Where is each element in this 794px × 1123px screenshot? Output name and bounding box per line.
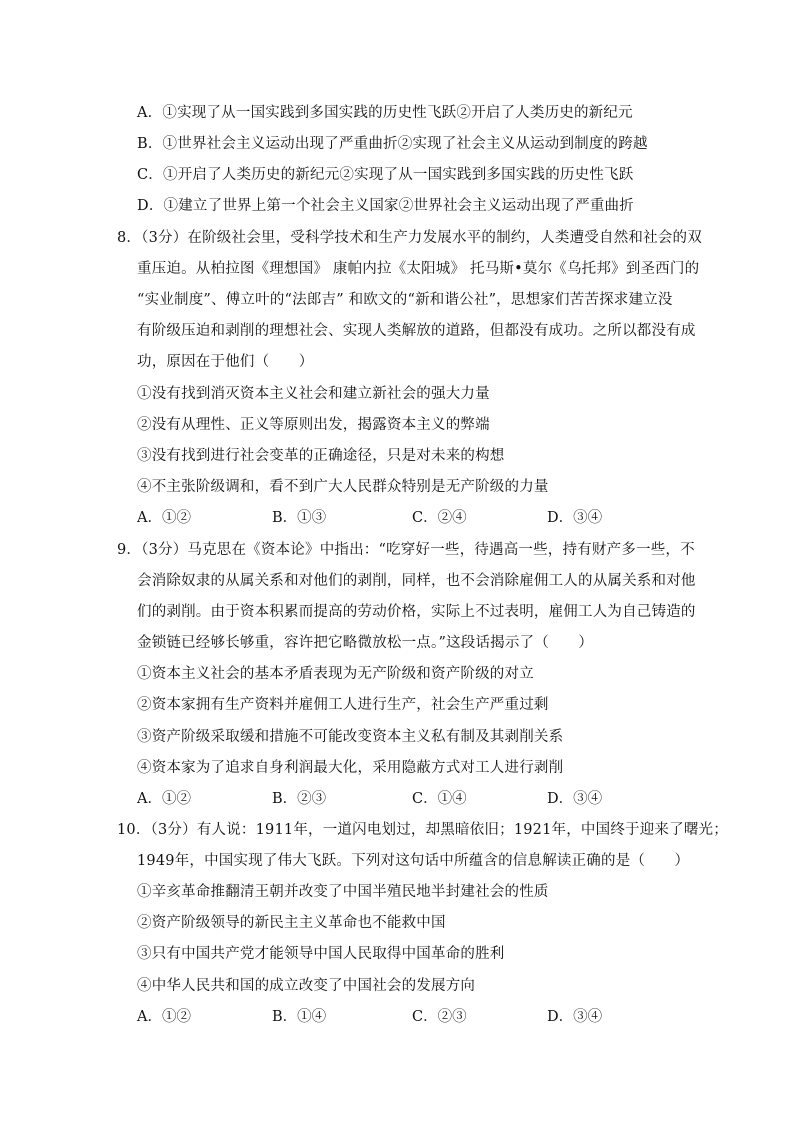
q10-stem-line-2: 1949年，中国实现了伟大飞跃。下列对这句话中所蕴含的信息解读正确的是（ ） (137, 853, 690, 869)
q7-option-b: B．①世界社会主义运动出现了严重曲折②实现了社会主义从运动到制度的跨越 (137, 136, 648, 152)
q10-choice-c: C．②③ (412, 1009, 467, 1025)
q8-choice-c: C．②④ (412, 510, 467, 526)
q10-choice-b: B．①④ (272, 1009, 327, 1025)
q7-option-a: A．①实现了从一国实践到多国实践的历史性飞跃②开启了人类历史的新纪元 (137, 105, 633, 121)
q8-stem-line-4: 有阶级压迫和剥削的理想社会、实现人类解放的道路，但都没有成功。之所以都没有成 (137, 323, 696, 339)
q8-stem-line-2: 重压迫。从柏拉图《理想国》 康帕内拉《太阳城》 托马斯•莫尔《乌托邦》到圣西门的 (137, 261, 700, 277)
q7-option-c: C．①开启了人类历史的新纪元②实现了从一国实践到多国实践的历史性飞跃 (137, 167, 634, 183)
q8-choice-b: B．①③ (272, 510, 327, 526)
q9-choice-d: D．③④ (547, 791, 603, 807)
q10-statement-3: ③只有中国共产党才能领导中国人民取得中国革命的胜利 (137, 946, 505, 962)
q10-stem-line-1: 10．（3分）有人说：1911年，一道闪电划过，却黑暗依旧；1921年，中国终于迎来了曙光； (117, 822, 728, 838)
q8-stem-line-1: 8．（3分）在阶级社会里，受科学技术和生产力发展水平的制约，人类遭受自然和社会的双 (117, 230, 702, 246)
q8-statement-1: ①没有找到消灭资本主义社会和建立新社会的强大力量 (137, 386, 490, 402)
q9-stem-line-1: 9．（3分）马克思在《资本论》中指出：“吃穿好一些，待遇高一些，持有财产多一些，不 (117, 542, 695, 558)
q10-choice-d: D．③④ (547, 1009, 603, 1025)
q9-statement-4: ④资本家为了追求自身利润最大化，采用隐蔽方式对工人进行剥削 (137, 760, 564, 776)
q10-statement-1: ①辛亥革命推翻清王朝并改变了中国半殖民地半封建社会的性质 (137, 884, 549, 900)
q8-statement-4: ④不主张阶级调和，看不到广大人民群众特别是无产阶级的力量 (137, 479, 549, 495)
q9-stem-line-4: 金锁链已经够长够重，容许把它略微放松一点。”这段话揭示了（ ） (137, 635, 594, 651)
q9-choice-c: C．①④ (412, 791, 467, 807)
q9-statement-2: ②资本家拥有生产资料并雇佣工人进行生产，社会生产严重过剩 (137, 697, 549, 713)
q10-statement-4: ④中华人民共和国的成立改变了中国社会的发展方向 (137, 978, 476, 994)
q8-stem-line-5: 功，原因在于他们（ ） (137, 354, 314, 370)
q8-choice-a: A．①② (137, 510, 191, 526)
q9-statement-3: ③资产阶级采取缓和措施不可能改变资本主义私有制及其剥削关系 (137, 729, 564, 745)
q8-choice-d: D．③④ (547, 510, 603, 526)
q8-stem-line-3: “实业制度”、傅立叶的“法郎吉” 和欧文的“新和谐公社”，思想家们苦苦探求建立没 (137, 292, 673, 308)
q8-statement-2: ②没有从理性、正义等原则出发，揭露资本主义的弊端 (137, 417, 490, 433)
q10-choice-a: A．①② (137, 1009, 191, 1025)
q9-stem-line-2: 会消除奴隶的从属关系和对他们的剥削，同样，也不会消除雇佣工人的从属关系和对他 (137, 573, 696, 589)
q7-option-d: D．①建立了世界上第一个社会主义国家②世界社会主义运动出现了严重曲折 (137, 198, 634, 214)
q9-stem-line-3: 们的剥削。由于资本积累而提高的劳动价格，实际上不过表明，雇佣工人为自己铸造的 (137, 604, 696, 620)
q9-statement-1: ①资本主义社会的基本矛盾表现为无产阶级和资产阶级的对立 (137, 666, 534, 682)
q9-choice-a: A．①② (137, 791, 191, 807)
q8-statement-3: ③没有找到进行社会变革的正确途径，只是对未来的构想 (137, 448, 505, 464)
q10-statement-2: ②资产阶级领导的新民主主义革命也不能救中国 (137, 915, 446, 931)
q9-choice-b: B．②③ (272, 791, 327, 807)
